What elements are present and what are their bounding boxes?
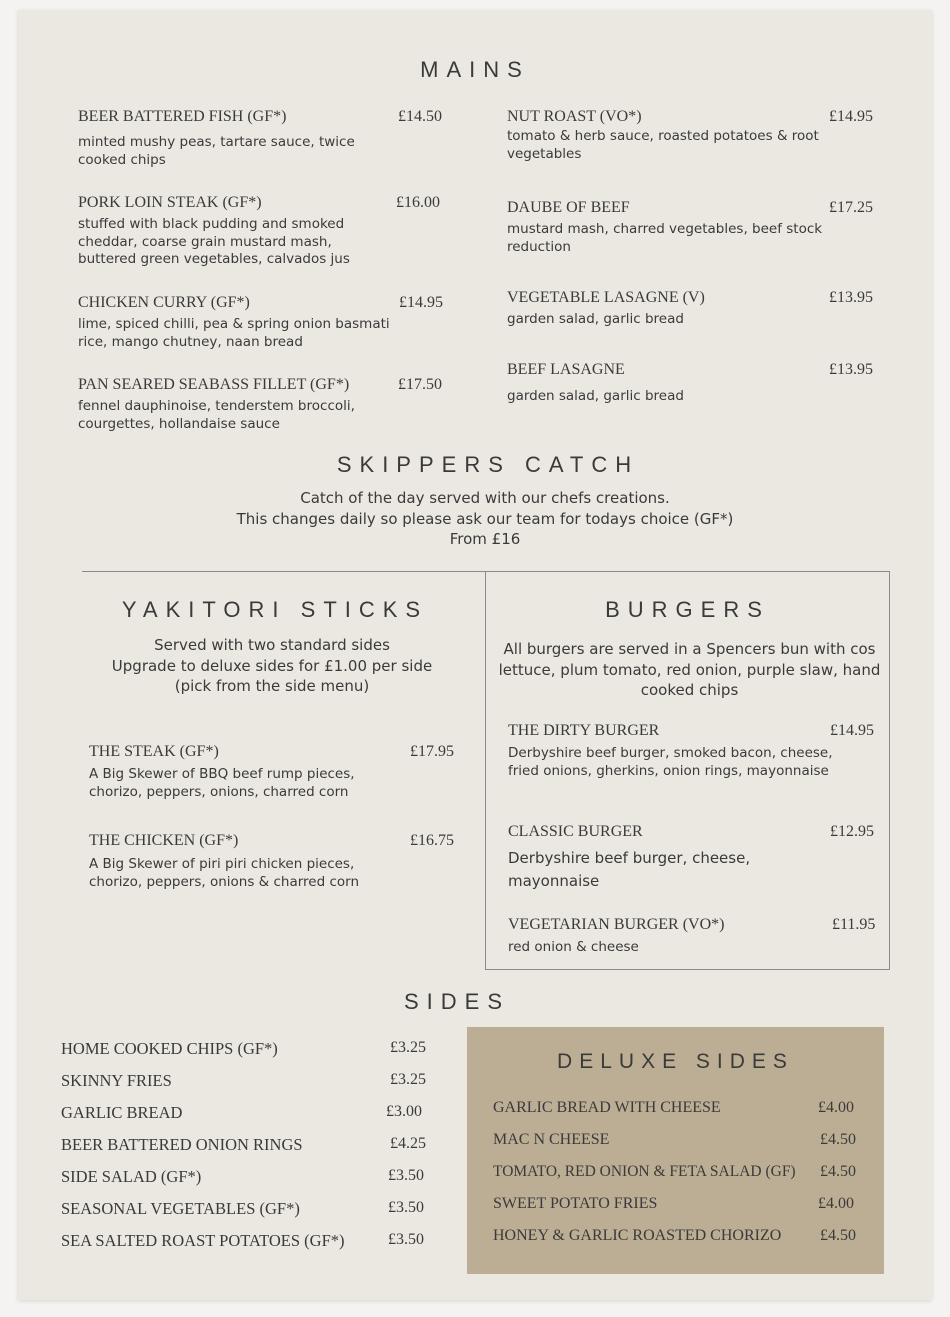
menu-item-name: VEGETABLE LASAGNE (V)	[507, 289, 705, 306]
menu-item-name: DAUBE OF BEEF	[507, 199, 630, 216]
burgers-intro: All burgers are served in a Spencers bun with cos lettuce, plum tomato, red onion, purple slaw, hand cooked chips	[498, 640, 881, 699]
skippers-heading: SKIPPERS CATCH	[336, 452, 640, 477]
menu-item-description: A Big Skewer of piri piri chicken pieces, chorizo, peppers, onions & charred corn	[89, 856, 360, 890]
menu-item-description: mustard mash, charred vegetables, beef stock reduction	[507, 221, 823, 255]
menu-item-name: BEER BATTERED FISH (GF*)	[78, 108, 287, 125]
side-item-name: HOME COOKED CHIPS (GF*)	[61, 1039, 278, 1058]
menu-item-name: VEGETARIAN BURGER (VO*)	[508, 916, 725, 933]
mains-heading: MAINS	[420, 57, 530, 82]
menu-item-name: BEEF LASAGNE	[507, 361, 625, 378]
menu-item-price: £17.95	[410, 743, 454, 760]
menu-item-description: Derbyshire beef burger, smoked bacon, cheese, fried onions, gherkins, onion rings, mayonnaise	[508, 745, 833, 779]
skippers-line: This changes daily so please ask our team for todays choice (GF*)	[236, 510, 734, 528]
menu-item-price: £17.25	[829, 199, 873, 216]
yakitori-intro-line: Served with two standard sides	[154, 636, 390, 654]
menu-item-price: £11.95	[832, 916, 876, 933]
side-item-name: BEER BATTERED ONION RINGS	[61, 1135, 303, 1154]
deluxe-item-name: GARLIC BREAD WITH CHEESE	[493, 1099, 721, 1116]
deluxe-item-price: £4.00	[818, 1195, 854, 1212]
menu-item-description: minted mushy peas, tartare sauce, twice cooked chips	[78, 134, 355, 168]
menu-item-description: garden salad, garlic bread	[507, 388, 684, 404]
side-item-name: SEASONAL VEGETABLES (GF*)	[61, 1199, 300, 1218]
deluxe-item-name: MAC N CHEESE	[493, 1131, 610, 1148]
burgers-heading: BURGERS	[605, 597, 770, 622]
yakitori-intro-line: (pick from the side menu)	[174, 677, 370, 695]
menu-item-description: red onion & cheese	[508, 939, 639, 955]
menu-item-description: fennel dauphinoise, tenderstem broccoli, courgettes, hollandaise sauce	[78, 398, 355, 432]
menu-item-price: £16.75	[410, 832, 454, 849]
side-item-price: £4.25	[390, 1135, 426, 1152]
section-divider	[82, 571, 486, 572]
side-item-name: SKINNY FRIES	[61, 1071, 172, 1090]
menu-item-name: CLASSIC BURGER	[508, 823, 643, 840]
sides-heading: SIDES	[403, 989, 511, 1014]
menu-item-description: stuffed with black pudding and smoked cheddar, coarse grain mustard mash, buttered green vegetables, calvados jus	[78, 216, 350, 267]
menu-item-name: PAN SEARED SEABASS FILLET (GF*)	[78, 376, 350, 393]
menu-item-price: £14.95	[829, 108, 873, 125]
menu-item-description: lime, spiced chilli, pea & spring onion basmati rice, mango chutney, naan bread	[78, 316, 390, 350]
deluxe-sides-heading: DELUXE SIDES	[557, 1050, 794, 1073]
menu-item-price: £13.95	[829, 361, 873, 378]
deluxe-item-name: SWEET POTATO FRIES	[493, 1195, 658, 1212]
skippers-line: Catch of the day served with our chefs creations.	[300, 489, 670, 507]
menu-item-name: THE DIRTY BURGER	[508, 722, 660, 739]
yakitori-heading: YAKITORI STICKS	[121, 597, 429, 622]
deluxe-item-price: £4.50	[820, 1131, 856, 1148]
menu-item-price: £14.95	[830, 722, 874, 739]
menu-item-price: £14.50	[398, 108, 442, 125]
menu-item-price: £14.95	[399, 294, 443, 311]
deluxe-item-price: £4.00	[818, 1099, 854, 1116]
deluxe-item-price: £4.50	[820, 1163, 856, 1180]
deluxe-item-name: TOMATO, RED ONION & FETA SALAD (GF)	[493, 1163, 796, 1180]
skippers-price: From £16	[449, 530, 521, 548]
menu-item-name: THE STEAK (GF*)	[89, 743, 219, 760]
menu-item-name: CHICKEN CURRY (GF*)	[78, 294, 250, 311]
deluxe-item-price: £4.50	[820, 1227, 856, 1244]
menu-item-name: NUT ROAST (VO*)	[507, 108, 642, 125]
menu-item-description: Derbyshire beef burger, cheese, mayonnaise	[508, 849, 751, 890]
side-item-price: £3.50	[388, 1167, 424, 1184]
menu-item-price: £13.95	[829, 289, 873, 306]
menu-item-description: garden salad, garlic bread	[507, 311, 684, 327]
menu-item-description: A Big Skewer of BBQ beef rump pieces, chorizo, peppers, onions, charred corn	[89, 766, 355, 800]
menu-item-name: THE CHICKEN (GF*)	[89, 832, 239, 849]
menu-item-description: tomato & herb sauce, roasted potatoes & root vegetables	[507, 128, 819, 162]
yakitori-intro-line: Upgrade to deluxe sides for £1.00 per side	[111, 657, 433, 675]
menu-item-name: PORK LOIN STEAK (GF*)	[78, 194, 262, 211]
side-item-name: SEA SALTED ROAST POTATOES (GF*)	[61, 1231, 345, 1250]
menu-item-price: £17.50	[398, 376, 442, 393]
side-item-price: £3.00	[386, 1103, 422, 1120]
menu-item-price: £16.00	[396, 194, 440, 211]
side-item-name: GARLIC BREAD	[61, 1103, 183, 1122]
side-item-price: £3.50	[388, 1199, 424, 1216]
side-item-price: £3.25	[390, 1039, 426, 1056]
side-item-name: SIDE SALAD (GF*)	[61, 1167, 202, 1186]
menu-item-price: £12.95	[830, 823, 874, 840]
deluxe-item-name: HONEY & GARLIC ROASTED CHORIZO	[493, 1227, 782, 1244]
side-item-price: £3.50	[388, 1231, 424, 1248]
side-item-price: £3.25	[390, 1071, 426, 1088]
